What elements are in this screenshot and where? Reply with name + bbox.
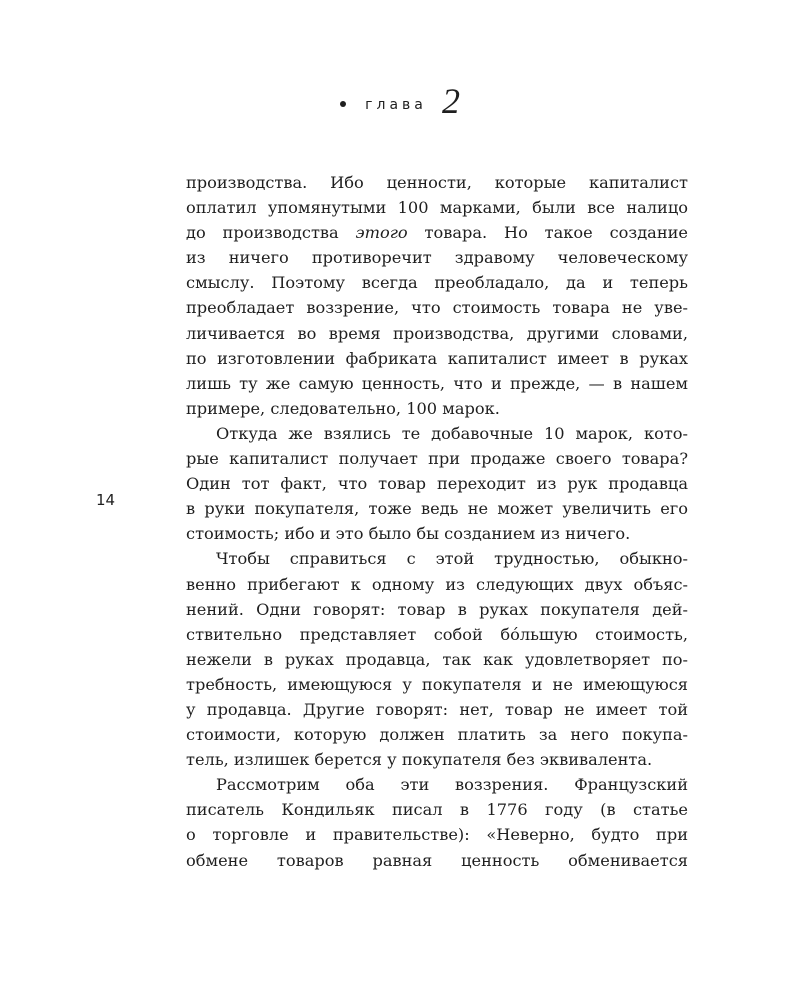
text-line: оплатил упомянутыми 100 марками, были все налицо xyxy=(186,198,688,218)
text-line: писатель Кондильяк писал в 1776 году (в статье xyxy=(186,800,688,820)
text-line: стоимости, которую должен платить за него покупа- xyxy=(186,725,688,745)
text-line: Откуда же взялись те добавочные 10 марок, кото- xyxy=(216,423,688,443)
text-line: преобладает воззрение, что стоимость товара не уве- xyxy=(186,298,688,318)
text-line: нений. Одни говорят: товар в руках покупателя дей- xyxy=(186,599,688,619)
chapter-number: 2 xyxy=(441,80,460,121)
text-line: Один тот факт, что товар переходит из рук продавца xyxy=(186,474,688,494)
text-line: смыслу. Поэтому всегда преобладало, да и теперь xyxy=(186,273,688,293)
bullet-icon xyxy=(340,101,346,107)
text-line: обмене товаров равная ценность обменивается xyxy=(186,850,688,870)
text-line: примере, следовательно, 100 марок. xyxy=(186,398,500,418)
text-line: о торговле и правительстве): «Неверно, будто при xyxy=(186,825,688,845)
text-line: нежели в руках продавца, так как удовлетворяет по- xyxy=(186,649,688,669)
chapter-label: глава xyxy=(365,96,427,113)
text-line: рые капиталист получает при продаже своего товара? xyxy=(186,449,688,469)
text-line: личивается во время производства, другими словами, xyxy=(186,323,688,343)
text-line: у продавца. Другие говорят: нет, товар не имеет той xyxy=(186,699,688,719)
text-line: в руки покупателя, тоже ведь не может увеличить его xyxy=(186,499,688,519)
text-line: из ничего противоречит здравому человеческому xyxy=(186,248,688,268)
text-line: венно прибегают к одному из следующих двух объяс- xyxy=(186,574,688,594)
text-line: тель, излишек берется у покупателя без эквивалента. xyxy=(186,750,653,770)
paragraph xyxy=(186,170,688,421)
text-line: стоимость; ибо и это было бы созданием из ничего. xyxy=(186,524,631,544)
paragraph xyxy=(186,772,688,872)
text-line: по изготовлении фабриката капиталист имеет в руках xyxy=(186,348,688,368)
text-line: лишь ту же самую ценность, что и прежде, — в нашем xyxy=(186,373,688,393)
emphasis: этого xyxy=(355,223,408,243)
paragraph xyxy=(186,546,688,772)
text-line: требность, имеющуюся у покупателя и не имеющуюся xyxy=(186,674,688,694)
text-line: ствительно представляет собой бо́льшую стоимость, xyxy=(186,624,688,644)
text-line: Рассмотрим оба эти воззрения. Французский xyxy=(216,775,688,795)
body-text xyxy=(186,170,688,873)
text-line: Чтобы справиться с этой трудностью, обыкно- xyxy=(216,549,688,569)
paragraph xyxy=(186,421,688,546)
text-line: производства. Ибо ценности, которые капиталист xyxy=(186,173,688,192)
text-line: до производства этого товара. Но такое создание xyxy=(186,223,688,243)
chapter-header xyxy=(0,80,800,120)
page-number: 14 xyxy=(96,491,116,509)
